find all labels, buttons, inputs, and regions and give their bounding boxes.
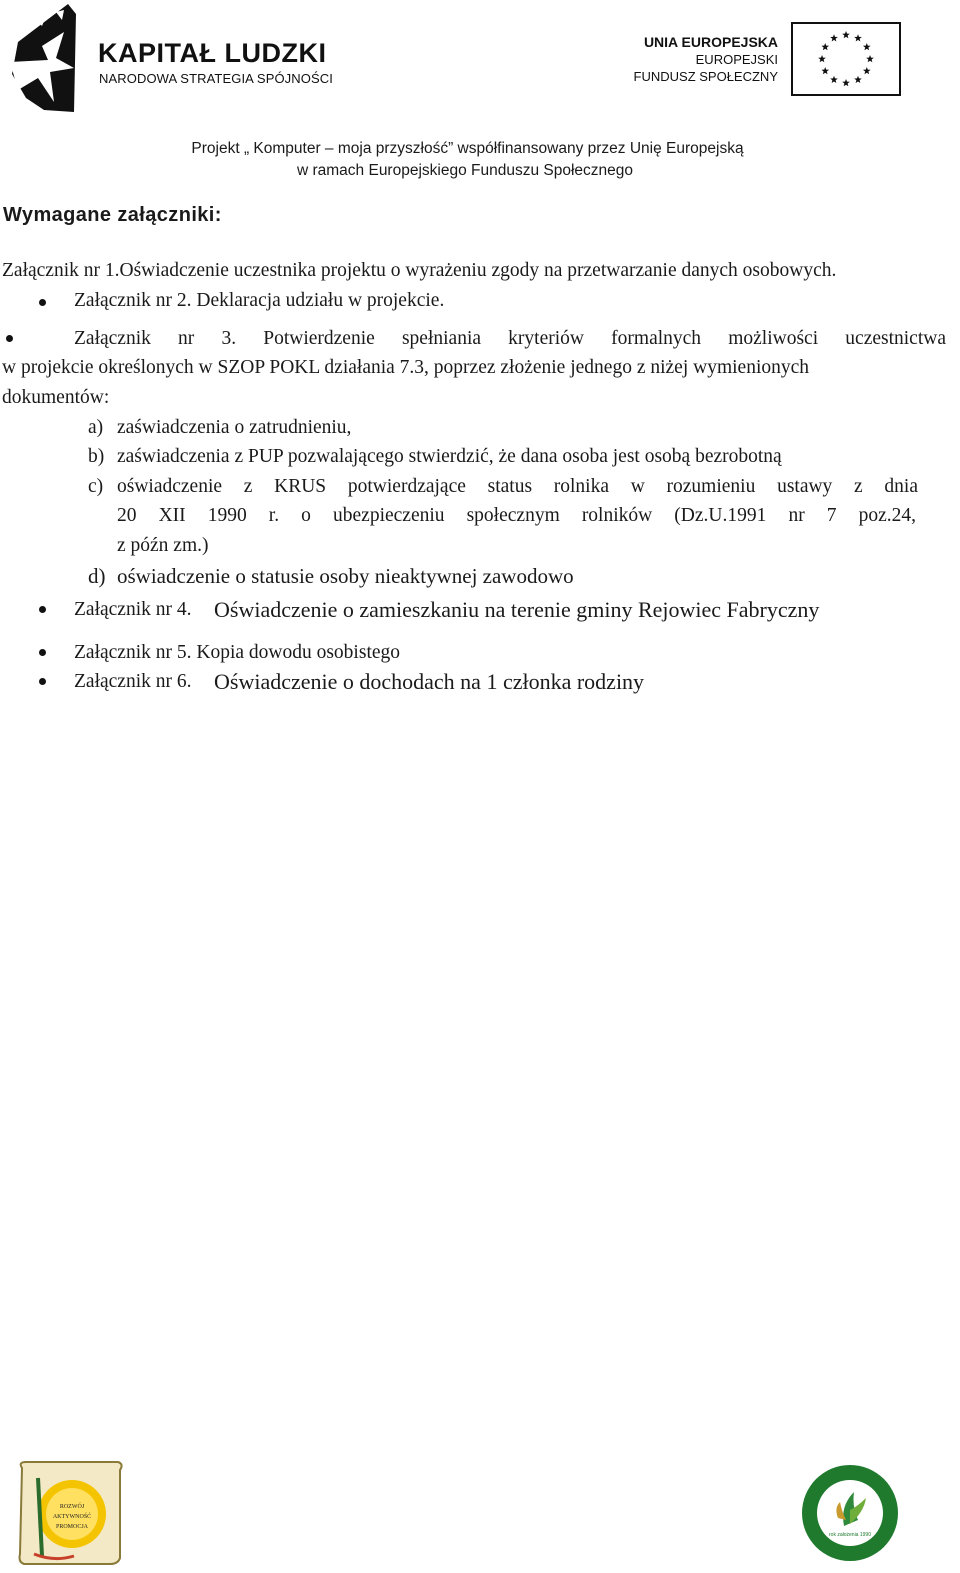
- attachment-item-3-line-1: Załącznik nr 3. Potwierdzenie spełniania kryteriów formalnych możliwości uczestnictwa: [74, 328, 946, 349]
- attachment-item-3-line-2: w projekcie określonych w SZOP POKL działania 7.3, poprzez złożenie jednego z niżej wymienionych: [2, 357, 810, 378]
- eu-flag-icon: [791, 22, 901, 96]
- bullet-icon: [6, 335, 13, 342]
- attachment-item-6-prefix: Załącznik nr 6.: [74, 671, 192, 692]
- sub-item-a: zaświadczenia o zatrudnieniu,: [117, 417, 352, 438]
- eu-label-fund-1: EUROPEJSKI: [695, 52, 778, 67]
- footer-left-text-1: ROZWÓJ: [59, 1504, 85, 1510]
- attachment-item-2: Załącznik nr 2. Deklaracja udziału w projekcie.: [74, 290, 445, 311]
- rozwoj-aktywnosc-promocja-logo: [14, 1458, 126, 1568]
- sub-item-b-marker: b): [88, 446, 105, 467]
- project-title-line-2: w ramach Europejskiego Funduszu Społecznego: [296, 162, 634, 179]
- sub-item-c-line-3: z późn zm.): [117, 535, 209, 556]
- bullet-icon: [39, 606, 46, 613]
- bullet-icon: [39, 649, 46, 656]
- footer-right-year: rok założenia 1990: [829, 1532, 871, 1538]
- attachment-item-5: Załącznik nr 5. Kopia dowodu osobistego: [74, 642, 401, 663]
- bullet-icon: [39, 299, 46, 306]
- logo-subtitle: NARODOWA STRATEGIA SPÓJNOŚCI: [99, 71, 333, 86]
- sub-item-b: zaświadczenia z PUP pozwalającego stwierdzić, że dana osoba jest osobą bezrobotną: [117, 446, 782, 467]
- fundacja-rozwoju-lubelszczyzny-logo: [800, 1462, 900, 1564]
- sub-item-c-marker: c): [88, 476, 104, 497]
- eu-label-union: UNIA EUROPEJSKA: [643, 34, 778, 50]
- attachment-item-4-prefix: Załącznik nr 4.: [74, 599, 192, 620]
- sub-item-c-line-1: oświadczenie z KRUS potwierdzające status rolnika w rozumieniu ustawy z dnia: [117, 476, 918, 497]
- eu-label-fund-2: FUNDUSZ SPOŁECZNY: [633, 69, 778, 84]
- attachment-item-6: Oświadczenie o dochodach na 1 członka rodziny: [214, 669, 645, 694]
- sub-item-a-marker: a): [88, 417, 104, 438]
- sub-item-d-marker: d): [88, 564, 106, 588]
- attachment-item-3-line-3: dokumentów:: [2, 387, 110, 408]
- section-heading: Wymagane załączniki:: [3, 204, 222, 226]
- bullet-icon: [39, 678, 46, 685]
- sub-item-d: oświadczenie o statusie osoby nieaktywnej zawodowo: [117, 564, 574, 588]
- sub-item-c-line-2: 20 XII 1990 r. o ubezpieczeniu społecznym rolników (Dz.U.1991 nr 7 poz.24,: [117, 505, 916, 526]
- logo-title: KAPITAŁ LUDZKI: [98, 38, 327, 68]
- footer-left-text-2: AKTYWNOŚĆ: [52, 1514, 92, 1520]
- project-title-line-1: Projekt „ Komputer – moja przyszłość” współfinansowany przez Unię Europejską: [191, 140, 744, 157]
- attachment-item-1: Załącznik nr 1.Oświadczenie uczestnika projektu o wyrażeniu zgody na przetwarzanie danych osobowych.: [2, 260, 837, 281]
- attachment-item-4: Oświadczenie o zamieszkaniu na terenie gminy Rejowiec Fabryczny: [214, 597, 820, 622]
- footer-left-text-3: PROMOCJA: [55, 1524, 89, 1530]
